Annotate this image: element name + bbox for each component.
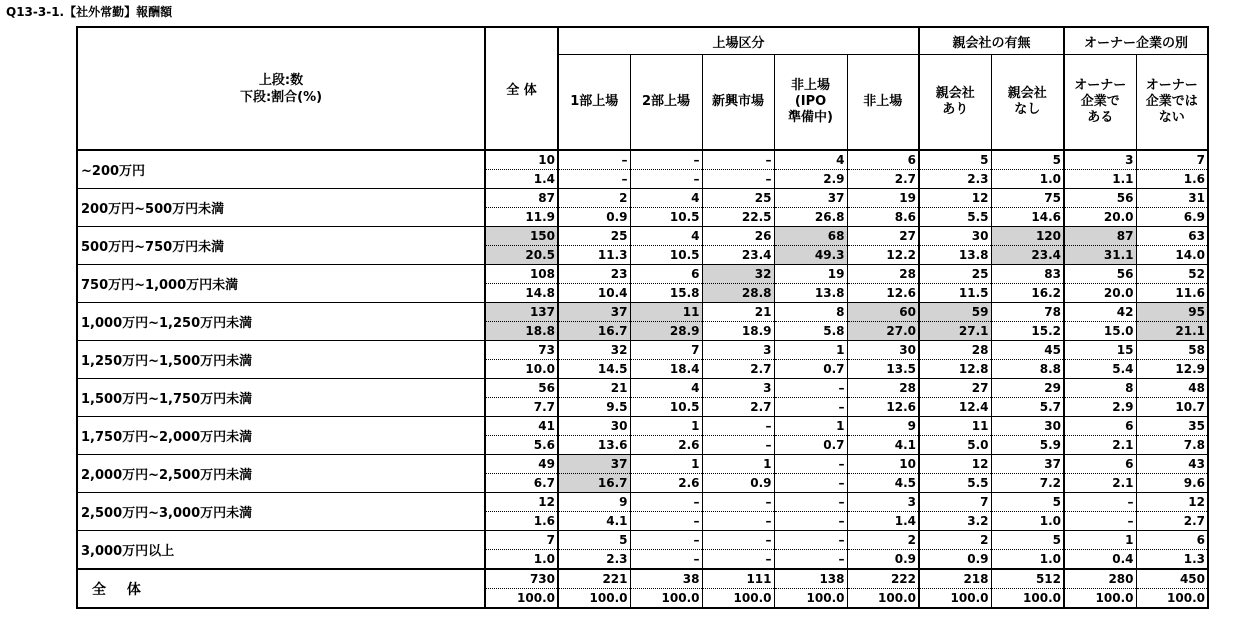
- column-header-line: ない: [1158, 110, 1185, 125]
- count-cell: 60: [847, 303, 919, 322]
- count-cell: 6: [1064, 417, 1136, 436]
- count-cell: 1: [774, 417, 847, 436]
- column-header-line: オーナー: [1145, 78, 1198, 93]
- column-header: [919, 55, 991, 151]
- percent-cell: 22.5: [702, 208, 774, 227]
- count-cell: –: [630, 493, 702, 512]
- count-cell: 59: [919, 303, 991, 322]
- count-cell: 2: [558, 189, 630, 208]
- count-cell: 111: [702, 569, 774, 589]
- count-cell: 15: [1064, 341, 1136, 360]
- percent-cell: 5.0: [919, 436, 991, 455]
- percent-cell: –: [774, 474, 847, 493]
- count-cell: 68: [774, 227, 847, 246]
- table-row: [77, 417, 1208, 436]
- count-cell: 12: [485, 493, 558, 512]
- column-header-line: 非上場: [790, 78, 830, 93]
- percent-cell: 10.4: [558, 284, 630, 303]
- percent-cell: 100.0: [919, 589, 991, 609]
- count-cell: 150: [485, 227, 558, 246]
- percent-cell: 100.0: [774, 589, 847, 609]
- column-header: [847, 55, 919, 151]
- percent-cell: 7.7: [485, 398, 558, 417]
- stub-line-count: 上段:数: [258, 72, 304, 88]
- column-header: [702, 55, 774, 151]
- column-header-line: 親会社: [1007, 86, 1047, 101]
- count-cell: 30: [919, 227, 991, 246]
- percent-cell: 11.3: [558, 246, 630, 265]
- column-header-line: ある: [1087, 110, 1114, 125]
- count-cell: 58: [1136, 341, 1208, 360]
- percent-cell: 12.9: [1136, 360, 1208, 379]
- percent-cell: 5.6: [485, 436, 558, 455]
- count-cell: 48: [1136, 379, 1208, 398]
- row-label: 200万円~500万円未満: [77, 189, 485, 227]
- percent-cell: 13.8: [919, 246, 991, 265]
- count-cell: 4: [630, 379, 702, 398]
- percent-cell: 0.7: [774, 436, 847, 455]
- count-cell: –: [702, 417, 774, 436]
- percent-cell: 14.0: [1136, 246, 1208, 265]
- percent-cell: 16.7: [558, 322, 630, 341]
- row-label: 1,250万円~1,500万円未満: [77, 341, 485, 379]
- column-header-line: 2部上場: [641, 94, 691, 109]
- column-header-line: なし: [1014, 102, 1041, 117]
- percent-cell: 2.7: [702, 398, 774, 417]
- count-cell: 37: [558, 303, 630, 322]
- count-cell: 21: [558, 379, 630, 398]
- count-cell: –: [702, 150, 774, 170]
- percent-cell: 9.6: [1136, 474, 1208, 493]
- table-row: [77, 569, 1208, 589]
- percent-cell: –: [630, 550, 702, 570]
- count-cell: 49: [485, 455, 558, 474]
- row-label: 3,000万円以上: [77, 531, 485, 570]
- percent-cell: –: [702, 170, 774, 189]
- count-cell: 222: [847, 569, 919, 589]
- count-cell: 11: [630, 303, 702, 322]
- group-listing-header: 上場区分: [558, 27, 919, 55]
- percent-cell: 4.1: [847, 436, 919, 455]
- percent-cell: 8.6: [847, 208, 919, 227]
- column-header-line: オーナー: [1074, 78, 1127, 93]
- percent-cell: –: [702, 512, 774, 531]
- percent-cell: 18.8: [485, 322, 558, 341]
- percent-cell: 13.5: [847, 360, 919, 379]
- percent-cell: 100.0: [1064, 589, 1136, 609]
- count-cell: 25: [558, 227, 630, 246]
- percent-cell: 27.1: [919, 322, 991, 341]
- stub-header: [77, 27, 485, 150]
- count-cell: 12: [919, 455, 991, 474]
- count-cell: 5: [991, 150, 1064, 170]
- count-cell: 7: [919, 493, 991, 512]
- percent-cell: 14.6: [991, 208, 1064, 227]
- count-cell: 7: [630, 341, 702, 360]
- count-cell: 29: [991, 379, 1064, 398]
- count-cell: 512: [991, 569, 1064, 589]
- count-cell: 32: [702, 265, 774, 284]
- column-header-line: 親会社: [935, 86, 975, 101]
- count-cell: 26: [702, 227, 774, 246]
- percent-cell: 1.6: [1136, 170, 1208, 189]
- percent-cell: 6.9: [1136, 208, 1208, 227]
- count-cell: 12: [1136, 493, 1208, 512]
- count-cell: 1: [630, 455, 702, 474]
- count-cell: –: [630, 531, 702, 550]
- percent-cell: 0.9: [702, 474, 774, 493]
- percent-cell: 2.9: [774, 170, 847, 189]
- count-cell: 6: [847, 150, 919, 170]
- count-cell: 45: [991, 341, 1064, 360]
- count-cell: 5: [919, 150, 991, 170]
- percent-cell: 13.8: [774, 284, 847, 303]
- count-cell: –: [558, 150, 630, 170]
- percent-cell: 16.7: [558, 474, 630, 493]
- percent-cell: –: [702, 436, 774, 455]
- column-header: [774, 55, 847, 151]
- count-cell: 73: [485, 341, 558, 360]
- count-cell: 19: [774, 265, 847, 284]
- column-header-line: 企業では: [1145, 94, 1198, 109]
- count-cell: 5: [991, 493, 1064, 512]
- table-row: [77, 455, 1208, 474]
- count-cell: 27: [919, 379, 991, 398]
- percent-cell: 2.7: [847, 170, 919, 189]
- count-cell: 108: [485, 265, 558, 284]
- count-cell: 4: [630, 189, 702, 208]
- percent-cell: 4.1: [558, 512, 630, 531]
- percent-cell: 12.2: [847, 246, 919, 265]
- count-cell: 3: [847, 493, 919, 512]
- row-label: ~200万円: [77, 150, 485, 189]
- count-cell: 56: [485, 379, 558, 398]
- percent-cell: 2.3: [919, 170, 991, 189]
- percent-cell: 0.9: [558, 208, 630, 227]
- percent-cell: 2.6: [630, 436, 702, 455]
- count-cell: 5: [991, 531, 1064, 550]
- percent-cell: –: [702, 550, 774, 570]
- table-row: [77, 303, 1208, 322]
- percent-cell: 16.2: [991, 284, 1064, 303]
- count-cell: 3: [702, 341, 774, 360]
- percent-cell: 1.0: [991, 550, 1064, 570]
- count-cell: 43: [1136, 455, 1208, 474]
- count-cell: 30: [558, 417, 630, 436]
- count-cell: 78: [991, 303, 1064, 322]
- percent-cell: –: [1064, 512, 1136, 531]
- count-cell: 35: [1136, 417, 1208, 436]
- percent-cell: 49.3: [774, 246, 847, 265]
- percent-cell: 5.9: [991, 436, 1064, 455]
- count-cell: 42: [1064, 303, 1136, 322]
- count-cell: 120: [991, 227, 1064, 246]
- table-row: [77, 493, 1208, 512]
- count-cell: 75: [991, 189, 1064, 208]
- count-cell: 450: [1136, 569, 1208, 589]
- count-cell: 11: [919, 417, 991, 436]
- percent-cell: 28.8: [702, 284, 774, 303]
- percent-cell: 5.7: [991, 398, 1064, 417]
- count-cell: 25: [702, 189, 774, 208]
- count-cell: 37: [991, 455, 1064, 474]
- row-label: 2,000万円~2,500万円未満: [77, 455, 485, 493]
- column-header-line: あり: [942, 102, 969, 117]
- count-cell: 38: [630, 569, 702, 589]
- percent-cell: 8.8: [991, 360, 1064, 379]
- count-cell: 4: [630, 227, 702, 246]
- count-cell: 56: [1064, 265, 1136, 284]
- count-cell: 87: [1064, 227, 1136, 246]
- count-cell: 12: [919, 189, 991, 208]
- percent-cell: 12.6: [847, 398, 919, 417]
- count-cell: 37: [774, 189, 847, 208]
- percent-cell: 20.0: [1064, 284, 1136, 303]
- column-header-line: 準備中): [788, 110, 833, 125]
- percent-cell: 6.7: [485, 474, 558, 493]
- count-cell: 6: [630, 265, 702, 284]
- count-cell: 9: [558, 493, 630, 512]
- count-cell: 6: [1064, 455, 1136, 474]
- percent-cell: 100.0: [558, 589, 630, 609]
- table-row: [77, 150, 1208, 170]
- percent-cell: 100.0: [702, 589, 774, 609]
- count-cell: 137: [485, 303, 558, 322]
- count-cell: 23: [558, 265, 630, 284]
- count-cell: 30: [847, 341, 919, 360]
- count-cell: –: [774, 531, 847, 550]
- percent-cell: 9.5: [558, 398, 630, 417]
- percent-cell: 0.4: [1064, 550, 1136, 570]
- percent-cell: 31.1: [1064, 246, 1136, 265]
- row-label: 全 体: [77, 569, 485, 608]
- count-cell: 95: [1136, 303, 1208, 322]
- count-cell: –: [774, 493, 847, 512]
- count-cell: 19: [847, 189, 919, 208]
- count-cell: 280: [1064, 569, 1136, 589]
- count-cell: 87: [485, 189, 558, 208]
- count-cell: 21: [702, 303, 774, 322]
- percent-cell: 2.7: [702, 360, 774, 379]
- count-cell: 8: [774, 303, 847, 322]
- percent-cell: 20.5: [485, 246, 558, 265]
- percent-cell: 28.9: [630, 322, 702, 341]
- count-cell: 218: [919, 569, 991, 589]
- count-cell: 138: [774, 569, 847, 589]
- percent-cell: 5.5: [919, 208, 991, 227]
- count-cell: 63: [1136, 227, 1208, 246]
- percent-cell: 2.9: [1064, 398, 1136, 417]
- row-label: 2,500万円~3,000万円未満: [77, 493, 485, 531]
- percent-cell: –: [630, 170, 702, 189]
- count-cell: 1: [702, 455, 774, 474]
- count-cell: 37: [558, 455, 630, 474]
- column-header: [991, 55, 1064, 151]
- count-cell: 10: [485, 150, 558, 170]
- percent-cell: 4.5: [847, 474, 919, 493]
- percent-cell: 7.8: [1136, 436, 1208, 455]
- percent-cell: 11.6: [1136, 284, 1208, 303]
- group-parent-header: 親会社の有無: [919, 27, 1064, 55]
- percent-cell: 0.9: [919, 550, 991, 570]
- count-cell: 221: [558, 569, 630, 589]
- percent-cell: –: [774, 512, 847, 531]
- percent-cell: 10.5: [630, 398, 702, 417]
- count-cell: 3: [1064, 150, 1136, 170]
- percent-cell: 18.4: [630, 360, 702, 379]
- table-row: [77, 265, 1208, 284]
- count-cell: 28: [847, 379, 919, 398]
- count-cell: 25: [919, 265, 991, 284]
- percent-cell: 5.8: [774, 322, 847, 341]
- percent-cell: 10.0: [485, 360, 558, 379]
- count-cell: –: [702, 531, 774, 550]
- count-cell: 32: [558, 341, 630, 360]
- percent-cell: 3.2: [919, 512, 991, 531]
- percent-cell: 21.1: [1136, 322, 1208, 341]
- count-cell: 1: [774, 341, 847, 360]
- compensation-table: [76, 26, 1209, 609]
- percent-cell: 0.9: [847, 550, 919, 570]
- percent-cell: 15.2: [991, 322, 1064, 341]
- count-cell: 28: [847, 265, 919, 284]
- table-row: [77, 341, 1208, 360]
- count-cell: –: [702, 493, 774, 512]
- count-cell: 9: [847, 417, 919, 436]
- row-label: 1,500万円~1,750万円未満: [77, 379, 485, 417]
- column-header: [630, 55, 702, 151]
- percent-cell: 10.7: [1136, 398, 1208, 417]
- count-cell: 10: [847, 455, 919, 474]
- percent-cell: 2.6: [630, 474, 702, 493]
- percent-cell: 23.4: [702, 246, 774, 265]
- percent-cell: 10.5: [630, 208, 702, 227]
- percent-cell: 12.8: [919, 360, 991, 379]
- percent-cell: 26.8: [774, 208, 847, 227]
- percent-cell: 11.9: [485, 208, 558, 227]
- count-cell: –: [774, 455, 847, 474]
- count-cell: 41: [485, 417, 558, 436]
- count-cell: 28: [919, 341, 991, 360]
- percent-cell: –: [774, 398, 847, 417]
- percent-cell: 1.0: [991, 170, 1064, 189]
- percent-cell: 100.0: [1136, 589, 1208, 609]
- total-column-header: 全 体: [485, 27, 558, 150]
- column-header-line: 1部上場: [570, 94, 619, 109]
- percent-cell: –: [630, 512, 702, 531]
- stub-line-pct: 下段:割合(%): [239, 89, 323, 105]
- count-cell: –: [630, 150, 702, 170]
- percent-cell: 1.4: [485, 170, 558, 189]
- percent-cell: 100.0: [991, 589, 1064, 609]
- percent-cell: 100.0: [847, 589, 919, 609]
- column-header-line: 新興市場: [711, 94, 764, 109]
- percent-cell: 0.7: [774, 360, 847, 379]
- count-cell: 83: [991, 265, 1064, 284]
- percent-cell: 11.5: [919, 284, 991, 303]
- count-cell: 2: [919, 531, 991, 550]
- column-header: [1064, 55, 1136, 151]
- count-cell: 7: [1136, 150, 1208, 170]
- count-cell: 7: [485, 531, 558, 550]
- count-cell: 4: [774, 150, 847, 170]
- percent-cell: 12.6: [847, 284, 919, 303]
- count-cell: 8: [1064, 379, 1136, 398]
- percent-cell: 1.0: [485, 550, 558, 570]
- count-cell: 6: [1136, 531, 1208, 550]
- percent-cell: –: [558, 170, 630, 189]
- percent-cell: 1.1: [1064, 170, 1136, 189]
- percent-cell: 23.4: [991, 246, 1064, 265]
- table-row: [77, 379, 1208, 398]
- column-header: [1136, 55, 1208, 151]
- percent-cell: 2.7: [1136, 512, 1208, 531]
- percent-cell: 2.3: [558, 550, 630, 570]
- column-header-line: 非上場: [863, 94, 903, 109]
- percent-cell: 14.8: [485, 284, 558, 303]
- table-row: [77, 531, 1208, 550]
- row-label: 1,750万円~2,000万円未満: [77, 417, 485, 455]
- percent-cell: 14.5: [558, 360, 630, 379]
- percent-cell: 27.0: [847, 322, 919, 341]
- percent-cell: 15.8: [630, 284, 702, 303]
- count-cell: 2: [847, 531, 919, 550]
- percent-cell: 15.0: [1064, 322, 1136, 341]
- row-label: 750万円~1,000万円未満: [77, 265, 485, 303]
- table-row: [77, 227, 1208, 246]
- percent-cell: 1.4: [847, 512, 919, 531]
- percent-cell: 1.0: [991, 512, 1064, 531]
- percent-cell: 2.1: [1064, 474, 1136, 493]
- percent-cell: 18.9: [702, 322, 774, 341]
- column-header-line: (IPO: [794, 94, 827, 109]
- percent-cell: –: [774, 550, 847, 570]
- count-cell: 30: [991, 417, 1064, 436]
- count-cell: –: [1064, 493, 1136, 512]
- percent-cell: 5.5: [919, 474, 991, 493]
- count-cell: 52: [1136, 265, 1208, 284]
- percent-cell: 100.0: [630, 589, 702, 609]
- table-title: Q13-3-1.【社外常勤】報酬額: [6, 5, 173, 19]
- count-cell: 1: [1064, 531, 1136, 550]
- count-cell: 730: [485, 569, 558, 589]
- percent-cell: 20.0: [1064, 208, 1136, 227]
- group-owner-header: オーナー企業の別: [1064, 27, 1208, 55]
- row-label: 1,000万円~1,250万円未満: [77, 303, 485, 341]
- table-row: [77, 189, 1208, 208]
- count-cell: 5: [558, 531, 630, 550]
- column-header: [558, 55, 630, 151]
- count-cell: 3: [702, 379, 774, 398]
- percent-cell: 13.6: [558, 436, 630, 455]
- count-cell: –: [774, 379, 847, 398]
- column-header-line: 企業で: [1080, 94, 1120, 109]
- count-cell: 27: [847, 227, 919, 246]
- percent-cell: 1.6: [485, 512, 558, 531]
- count-cell: 56: [1064, 189, 1136, 208]
- percent-cell: 5.4: [1064, 360, 1136, 379]
- count-cell: 1: [630, 417, 702, 436]
- count-cell: 31: [1136, 189, 1208, 208]
- percent-cell: 10.5: [630, 246, 702, 265]
- row-label: 500万円~750万円未満: [77, 227, 485, 265]
- percent-cell: 12.4: [919, 398, 991, 417]
- percent-cell: 7.2: [991, 474, 1064, 493]
- percent-cell: 2.1: [1064, 436, 1136, 455]
- percent-cell: 1.3: [1136, 550, 1208, 570]
- percent-cell: 100.0: [485, 589, 558, 609]
